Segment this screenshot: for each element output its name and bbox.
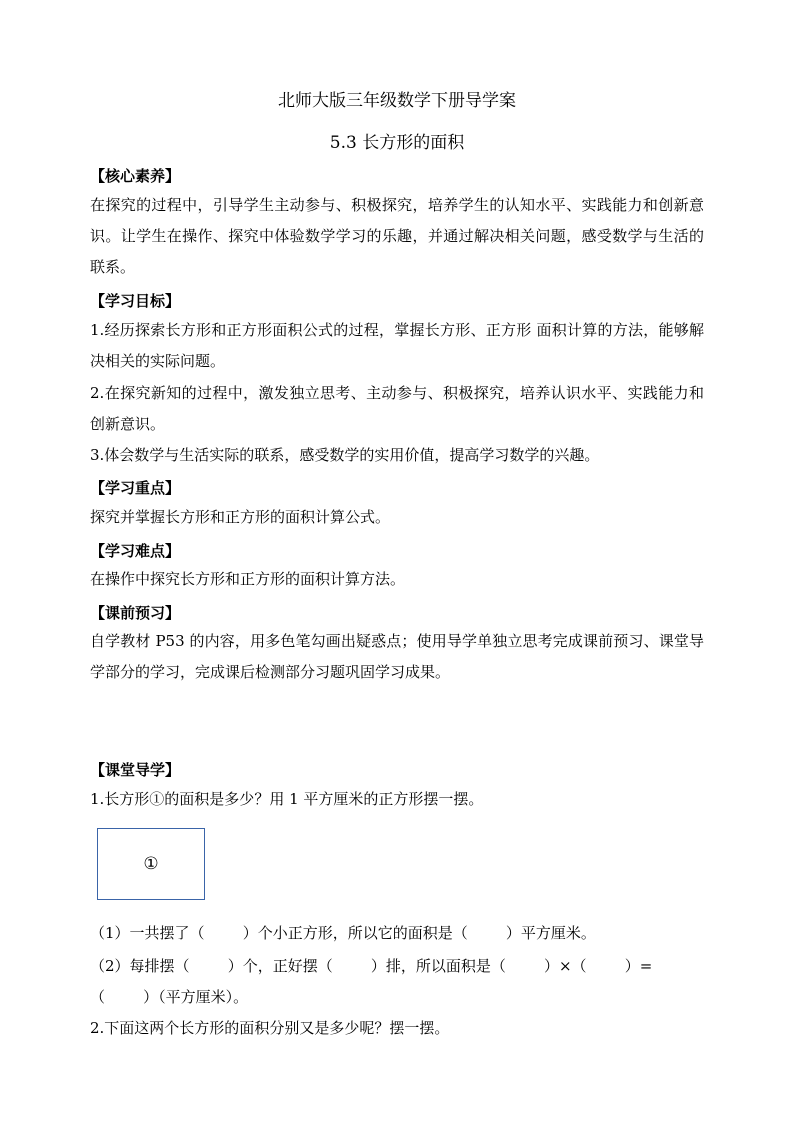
lesson-title: 5.3 长方形的面积 [329, 133, 465, 153]
question-1-part-2-cont: （ ）（平方厘米）。 [90, 988, 249, 1006]
core-text: 在探究的过程中，引导学生主动参与、积极探究，培养学生的认知水平、实践能力和创新意识。让学生在操作、探究中体验数学学习的乐趣，并通过解决相关问题，感受数学与生活的联系。 [90, 196, 704, 276]
question-1: 1.长方形①的面积是多少？用 1 平方厘米的正方形摆一摆。 [90, 790, 484, 808]
difficulty-heading: 【学习难点】 [90, 542, 181, 560]
difficulty-text: 在操作中探究长方形和正方形的面积计算方法。 [90, 570, 406, 588]
question-1-part-1: （1）一共摆了（ ）个小正方形，所以它的面积是（ ）平方厘米。 [90, 924, 596, 942]
guide-heading: 【课堂导学】 [90, 761, 181, 779]
goal-item-3: 3.体会数学与生活实际的联系，感受数学的实用价值，提高学习数学的兴趣。 [90, 446, 600, 464]
core-heading: 【核心素养】 [90, 167, 181, 185]
key-heading: 【学习重点】 [90, 479, 181, 497]
goals-heading: 【学习目标】 [90, 292, 181, 310]
preview-heading: 【课前预习】 [90, 604, 181, 622]
document-title: 北师大版三年级数学下册导学案 [278, 91, 516, 111]
document-page [90, 0, 704, 1123]
goal-item-2: 2.在探究新知的过程中，激发独立思考、主动参与、积极探究，培养认识水平、实践能力和创新意识。 [90, 384, 704, 433]
preview-text: 自学教材 P53 的内容，用多色笔勾画出疑惑点；使用导学单独立思考完成课前预习、课堂导学部分的学习，完成课后检测部分习题巩固学习成果。 [90, 632, 704, 681]
rectangle-label: ① [143, 854, 159, 874]
question-2: 2.下面这两个长方形的面积分别又是多少呢？摆一摆。 [90, 1019, 450, 1037]
goal-item-1: 1.经历探索长方形和正方形面积公式的过程，掌握长方形、正方形 面积计算的方法，能够解决相关的实际问题。 [90, 321, 704, 370]
question-1-part-2: （2）每排摆（ ）个，正好摆（ ）排，所以面积是（ ）×（ ）= [90, 957, 653, 975]
rectangle-figure [97, 828, 205, 900]
key-text: 探究并掌握长方形和正方形的面积计算公式。 [90, 508, 391, 526]
